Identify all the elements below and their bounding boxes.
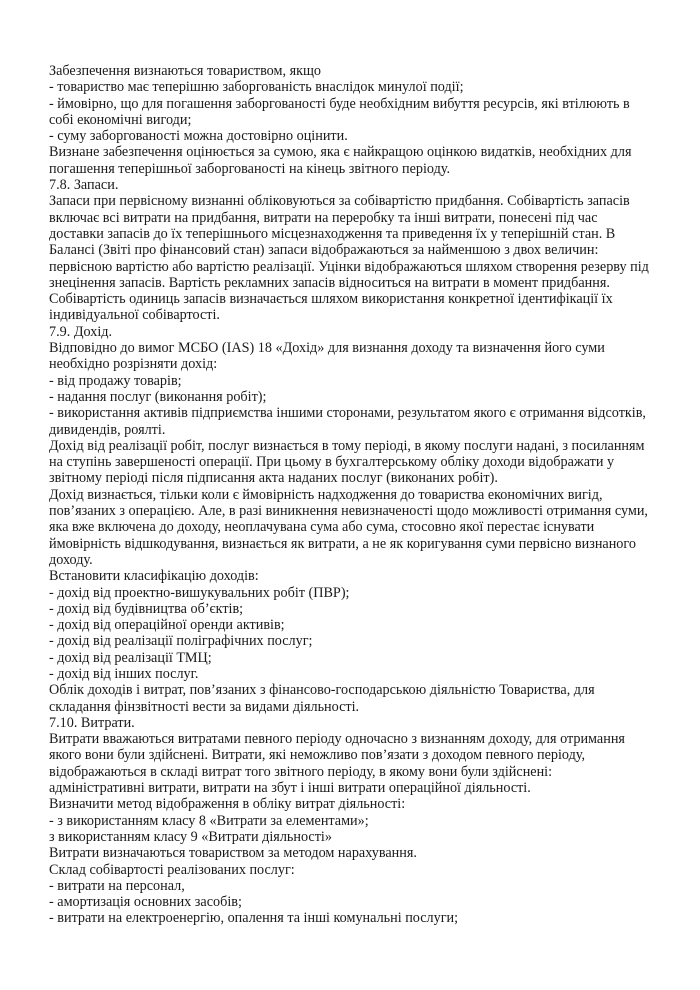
text-line: собі економічні вигоди; — [49, 111, 192, 128]
text-line: - дохід від будівництва об’єктів; — [49, 600, 244, 617]
text-line: - ймовірно, що для погашення заборгованості буде необхідним вибуття ресурсів, які втілюють в — [49, 95, 630, 112]
text-line: - дохід від реалізації ТМЦ; — [49, 649, 212, 666]
text-line: - від продажу товарів; — [49, 372, 182, 389]
text-line: Дохід визнається, тільки коли є ймовірність надходження до товариства економічних вигід, — [49, 486, 603, 503]
text-line: знецінення запасів. Вартість рекламних запасів відноситься на витрати в момент придбання. — [49, 274, 610, 291]
text-line: звітному періоді після підписання акта наданих послуг (виконаних робіт). — [49, 470, 498, 487]
text-line: - товариство має теперішню заборгованість внаслідок минулої події; — [49, 79, 464, 96]
text-line: Дохід від реалізації робіт, послуг визнається в тому періоді, в якому послуги надані, з посиланням — [49, 437, 645, 454]
text-line: 7.9. Дохід. — [49, 323, 113, 340]
text-line: Визнане забезпечення оцінюється за сумою, яка є найкращою оцінкою видатків, необхідних для — [49, 144, 632, 161]
text-line: з використанням класу 9 «Витрати діяльності» — [49, 828, 332, 845]
text-line: доходу. — [49, 551, 93, 568]
text-line: - з використанням класу 8 «Витрати за елементами»; — [49, 812, 369, 829]
text-line: Витрати визначаються товариством за методом нарахування. — [49, 845, 417, 862]
text-line: - надання послуг (виконання робіт); — [49, 388, 267, 405]
text-line: - суму заборгованості можна достовірно оцінити. — [49, 128, 348, 145]
text-line: погашення теперішньої заборгованості на кінець звітного періоду. — [49, 160, 451, 177]
text-line: необхідно розрізняти дохід: — [49, 356, 218, 373]
text-line: Собівартість одиниць запасів визначається шляхом використання конкретної ідентифікації їх — [49, 291, 613, 308]
text-line: індивідуальної собівартості. — [49, 307, 220, 324]
text-line: - дохід від інших послуг. — [49, 665, 199, 682]
text-line: доставки запасів до їх теперішнього місцезнаходження та приведення їх у теперішній стан. В — [49, 225, 616, 242]
text-line: пов’язаних з операцією. Але, в разі виникнення невизначеності щодо можливості отримання суми, — [49, 503, 648, 520]
text-line: - дохід від операційної оренди активів; — [49, 617, 285, 634]
text-line: Балансі (Звіті про фінансовий стан) запаси відображаються за найменшою з двох величин: — [49, 242, 599, 259]
text-line: відображаються в складі витрат того звітного періоду, в якому вони були здійснені: — [49, 763, 553, 780]
text-line: якого вони були здійснені. Витрати, які неможливо пов’язати з доходом певного періоду, — [49, 747, 586, 764]
text-line: дивидендів, роялті. — [49, 421, 166, 438]
text-line: Склад собівартості реалізованих послуг: — [49, 861, 295, 878]
text-line: - амортизація основних засобів; — [49, 894, 242, 911]
text-line: яка вже включена до доходу, неоплачувана сума або сума, стосовно якої перестає існувати — [49, 519, 595, 536]
text-line: Відповідно до вимог МСБО (IAS) 18 «Дохід» для визнання доходу та визначення його суми — [49, 340, 605, 357]
text-line: Визначити метод відображення в обліку витрат діяльності: — [49, 796, 406, 813]
text-line: ймовірність відшкодування, визнається як витрати, а не як коригування суми первісно визнаного — [49, 535, 636, 552]
text-line: первісною вартістю або вартістю реалізації. Уцінки відображаються шляхом створення резерву під — [49, 258, 649, 275]
text-line: адміністративні витрати, витрати на збут і інші витрати операційної діяльності. — [49, 780, 531, 797]
text-line: Запаси при первісному визнанні обліковуються за собівартістю придбання. Собівартість запасів — [49, 193, 630, 210]
text-line: на ступінь завершеності операції. При цьому в бухгалтерському обліку доходи відображати у — [49, 454, 615, 471]
text-line: складання фінзвітності вести за видами діяльності. — [49, 698, 360, 715]
text-line: включає всі витрати на придбання, витрати на переробку та інші витрати, понесені під час — [49, 209, 598, 226]
text-line: - витрати на електроенергію, опалення та інші комунальні послуги; — [49, 910, 459, 927]
text-line: Встановити класифікацію доходів: — [49, 568, 259, 585]
text-line: - дохід від проектно-вишукувальних робіт (ПВР); — [49, 584, 350, 601]
text-line: Забезпечення визнаються товариством, якщо — [49, 63, 322, 79]
text-line: Облік доходів і витрат, пов’язаних з фінансово-господарською діяльністю Товариства, для — [49, 682, 595, 699]
text-line: - витрати на персонал, — [49, 877, 185, 894]
text-line: - використання активів підприємства іншими сторонами, результатом якого є отримання відсотків, — [49, 405, 646, 422]
text-line: 7.10. Витрати. — [49, 714, 135, 731]
text-line: - дохід від реалізації поліграфічних послуг; — [49, 633, 313, 650]
text-line: 7.8. Запаси. — [49, 177, 119, 194]
document-body — [49, 63, 669, 927]
text-line: Витрати вважаються витратами певного періоду одночасно з визнанням доходу, для отримання — [49, 731, 625, 748]
